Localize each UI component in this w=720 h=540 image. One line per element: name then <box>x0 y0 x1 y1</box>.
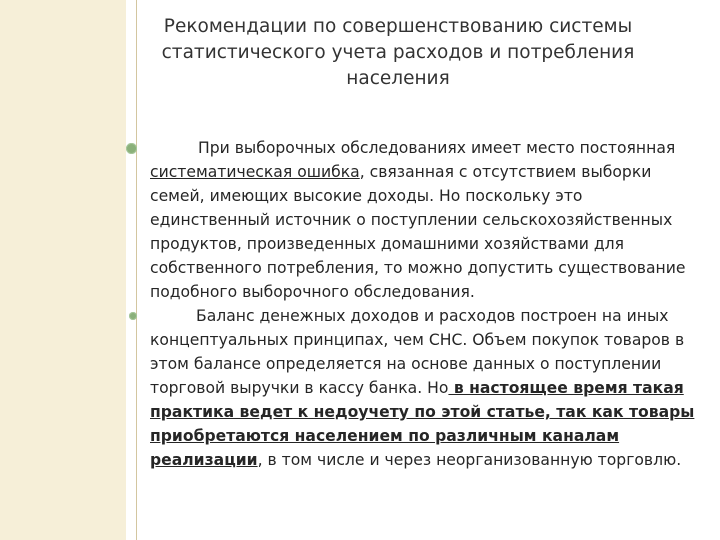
bullet-dot-icon <box>129 312 137 320</box>
bullet-1-text-b: , связанная с отсутствием выборки семей, имеющих высокие доходы. Но поскольку это единственный источник о поступлении сельскохозяйственных продуктов, произведенных домашними хозяйствами для собственного потребления, то можно допустить существование подобного выборочного обследования. <box>150 163 686 301</box>
bullet-1-text-a: При выборочных обследованиях имеет место постоянная <box>198 139 676 157</box>
title-line-1: Рекомендации по совершенствованию системы <box>163 16 633 37</box>
bullet-2-text-a: Баланс денежных доходов и расходов построен на иных концептуальных принципах, чем СНС. Объем покупок товаров в этом балансе определяется на основе данных о поступлении торговой выручки в кассу банка. Но <box>150 307 685 397</box>
title-line-3: населения <box>346 68 450 89</box>
bullet-1-underlined-term: систематическая ошибка <box>150 163 360 181</box>
bullet-paragraph-1 <box>150 136 702 304</box>
bullet-paragraph-2 <box>150 304 702 472</box>
bullet-2-text-b: , в том числе и через неорганизованную торговлю. <box>257 451 682 469</box>
bullet-dot-icon <box>126 143 137 154</box>
slide-title <box>128 14 668 92</box>
bullet-2-emphasis: в настоящее время такая практика ведет к недоучету по этой статье, так как товары приобретаются населением по различным каналам реализации <box>150 379 695 469</box>
decorative-side-band <box>0 0 126 540</box>
slide-body <box>150 136 702 472</box>
title-line-2: статистического учета расходов и потребления <box>161 42 635 63</box>
